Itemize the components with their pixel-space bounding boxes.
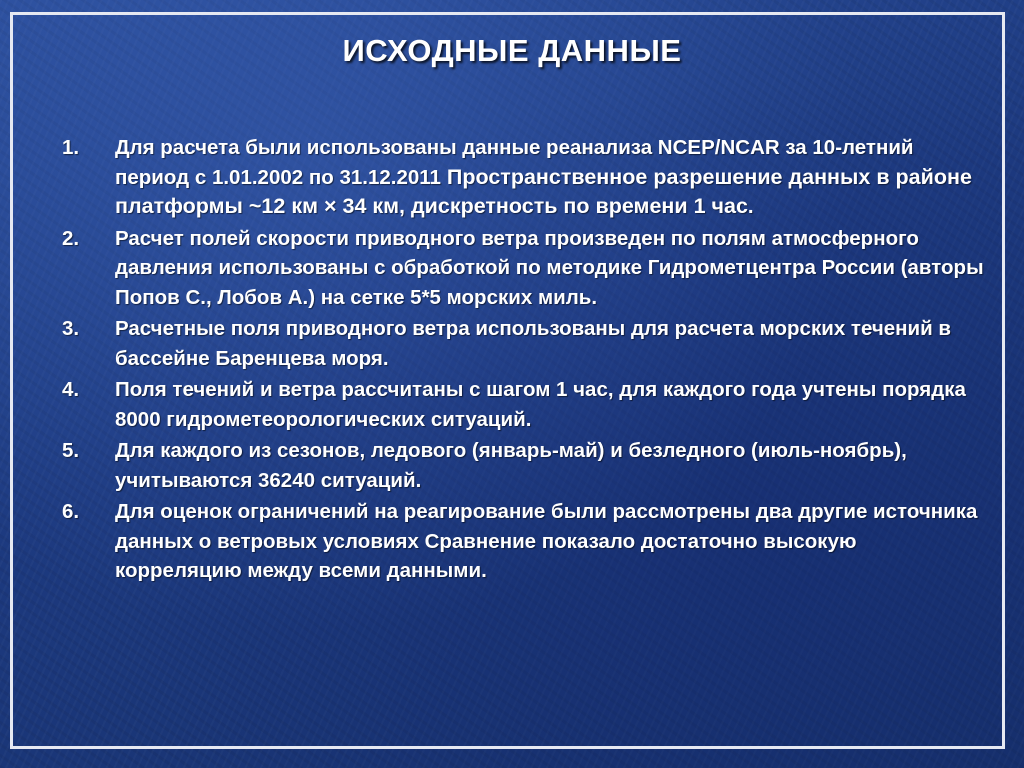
list-item-number: 6. bbox=[62, 500, 80, 523]
slide-title: ИСХОДНЫЕ ДАННЫЕ bbox=[342, 33, 682, 68]
list-item-text-plain: Для расчета были использованы данные реанализа NCEP/NCAR за 10-летний период с 1.01.2002 по 31.12.2011 bbox=[115, 136, 914, 189]
list-item-text: Поля течений и ветра рассчитаны с шагом 1 час, для каждого года учтены порядка 8000 гидрометеорологических ситуаций. bbox=[115, 378, 966, 431]
list-item-number: 2. bbox=[62, 226, 80, 250]
list-item-number: 4. bbox=[62, 378, 80, 401]
list-item-4 bbox=[62, 375, 987, 434]
list-item-5 bbox=[62, 436, 987, 495]
list-item-text bbox=[115, 133, 987, 222]
list-item-text: Расчет полей скорости приводного ветра произведен по полям атмосферного давления использованы с обработкой по методике Гидрометцентра России (авторы Попов С., Лобов А.) на сетке 5*5 морских миль. bbox=[115, 226, 984, 309]
list-item-3 bbox=[62, 314, 987, 373]
list-item-number: 5. bbox=[62, 439, 80, 462]
list-item-number: 1. bbox=[62, 136, 80, 159]
list-item-number: 3. bbox=[62, 317, 80, 340]
list-item-text: Для оценок ограничений на реагирование были рассмотрены два другие источника данных о ветровых условиях Сравнение показало достаточно высокую корреляцию между всеми данными. bbox=[115, 500, 978, 582]
list-item-2 bbox=[62, 224, 987, 313]
list-item-text: Расчетные поля приводного ветра использованы для расчета морских течений в бассейне Баренцева моря. bbox=[115, 317, 952, 370]
list-item-1 bbox=[62, 133, 987, 222]
source-data-list bbox=[62, 133, 987, 588]
list-item-text-tail: . bbox=[747, 195, 754, 218]
list-item-text: Для каждого из сезонов, ледового (январь-май) и безледного (июль-ноябрь), учитываются 36240 ситуаций. bbox=[115, 439, 907, 492]
list-item-text-emphasis: Пространственное разрешение данных в районе платформы ~12 км × 34 км, дискретность по времени 1 час bbox=[115, 164, 972, 218]
list-item-6 bbox=[62, 497, 987, 586]
